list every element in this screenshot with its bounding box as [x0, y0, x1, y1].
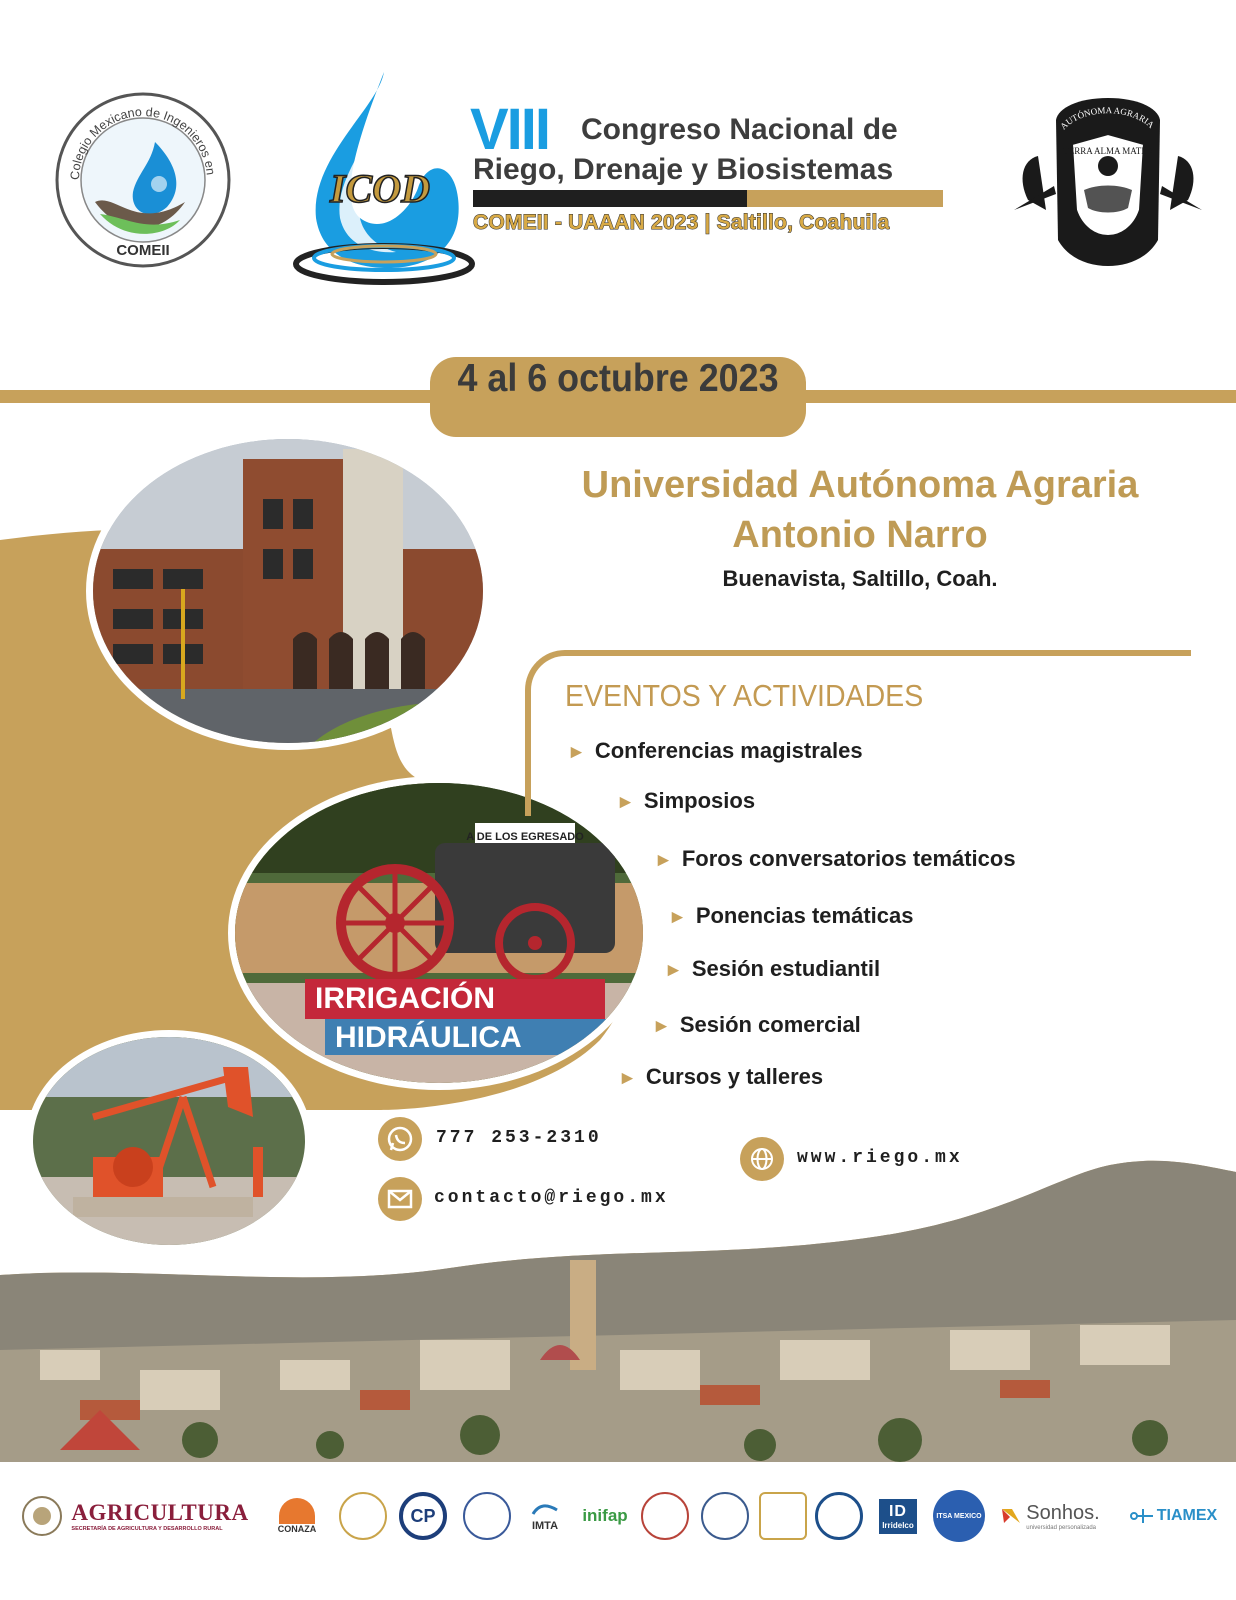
event-item: ► Foros conversatorios temáticos [654, 846, 1016, 871]
event-date: 4 al 6 octubre 2023 [457, 357, 779, 400]
event-item: ► Simposios [616, 788, 756, 813]
comeii-ring-text: Colegio Mexicano de Ingenieros en [67, 104, 218, 181]
event-item: ► Sesión estudiantil [664, 956, 881, 981]
comeii-logo [55, 92, 231, 268]
sponsor-tagline: SECRETARÍA DE AGRICULTURA Y DESARROLLO RURAL [71, 1526, 223, 1532]
monument-sign-line2: HIDRÁULICA [335, 1021, 522, 1054]
sponsor-seal-1 [338, 1488, 388, 1544]
sponsor-agricultura [10, 1488, 260, 1544]
sponsor-seal-4 [700, 1488, 750, 1544]
cp-logo-icon: CP [399, 1492, 447, 1540]
icod-label: ICOD [329, 166, 431, 211]
monument-arch-text: A DE LOS EGRESADO [466, 831, 584, 843]
sponsor-conaza: CONAZA [268, 1488, 326, 1544]
arrow-icon: ► [668, 907, 687, 928]
circuit-icon [1129, 1505, 1155, 1527]
arrow-icon: ► [616, 792, 635, 813]
sponsor-imta: IMTA [520, 1488, 570, 1544]
event-item: ► Cursos y talleres [618, 1064, 824, 1089]
congress-edition: VIII [470, 97, 550, 162]
arrow-icon: ► [567, 742, 586, 763]
event-item: ► Conferencias magistrales [567, 738, 863, 763]
shield-icon [759, 1492, 807, 1540]
seal-icon [463, 1492, 511, 1540]
wave-icon [531, 1500, 559, 1520]
arrow-icon: ► [618, 1068, 637, 1089]
comeii-label: COMEII [116, 242, 170, 259]
sponsor-seal-3 [640, 1488, 690, 1544]
sponsor-seal-6 [814, 1488, 864, 1544]
sonhos-mark-icon [1000, 1505, 1022, 1527]
event-item: ► Ponencias temáticas [668, 903, 914, 928]
seal-icon [701, 1492, 749, 1540]
sponsor-sonhos: Sonhos. universidad personalizada [992, 1488, 1108, 1544]
seal-icon [815, 1492, 863, 1540]
event-item: ► Sesión comercial [652, 1012, 861, 1037]
sponsor-cp [396, 1488, 450, 1544]
sponsor-seal-2 [462, 1488, 512, 1544]
email-address[interactable]: contacto@riego.mx [434, 1188, 669, 1208]
congress-subtitle: COMEII - UAAAN 2023 | Saltillo, Coahuila [473, 211, 890, 234]
city-panorama [0, 1150, 1236, 1462]
uaaan-seal [1008, 90, 1208, 270]
arrow-icon: ► [654, 850, 673, 871]
arrow-icon: ► [664, 960, 683, 981]
arrow-icon: ► [652, 1016, 671, 1037]
sponsor-itsa: ITSA MEXICO [932, 1488, 986, 1544]
sun-icon [279, 1498, 315, 1524]
sponsor-inifap: inifap [582, 1506, 628, 1525]
uaaan-shield-text: TERRA ALMA MATER [1063, 146, 1153, 156]
title-underline-dark [473, 190, 747, 207]
sponsor-name: AGRICULTURA [71, 1500, 249, 1525]
title-underline-gold [747, 190, 943, 207]
congress-title-line1: Congreso Nacional de [581, 113, 898, 146]
uaaan-ring-text: AUTÓNOMA AGRARIA [1058, 105, 1156, 132]
mexico-coat-of-arms-icon [21, 1495, 63, 1537]
photo-tractor-monument [228, 776, 650, 1090]
photo-university-building [86, 432, 490, 750]
venue-name-line1: Universidad Autónoma Agraria [581, 464, 1139, 506]
phone-number[interactable]: 777 253-2310 [436, 1128, 602, 1148]
monument-sign-line1: IRRIGACIÓN [315, 982, 495, 1015]
venue-name-line2: Antonio Narro [732, 514, 988, 556]
venue-location: Buenavista, Saltillo, Coah. [722, 566, 998, 591]
congress-title-line2: Riego, Drenaje y Biosistemas [473, 153, 894, 186]
sponsor-tiamex: TIAMEX [1118, 1488, 1228, 1544]
sponsor-seal-5 [758, 1488, 808, 1544]
website-url[interactable]: www.riego.mx [797, 1148, 963, 1168]
seal-icon [641, 1492, 689, 1540]
events-title: EVENTOS Y ACTIVIDADES [565, 678, 924, 713]
icod-logo [288, 68, 488, 290]
sponsor-irridelco: ID Irridelco [872, 1488, 924, 1544]
irridelco-mark: ID [888, 1502, 907, 1520]
seal-icon [339, 1492, 387, 1540]
